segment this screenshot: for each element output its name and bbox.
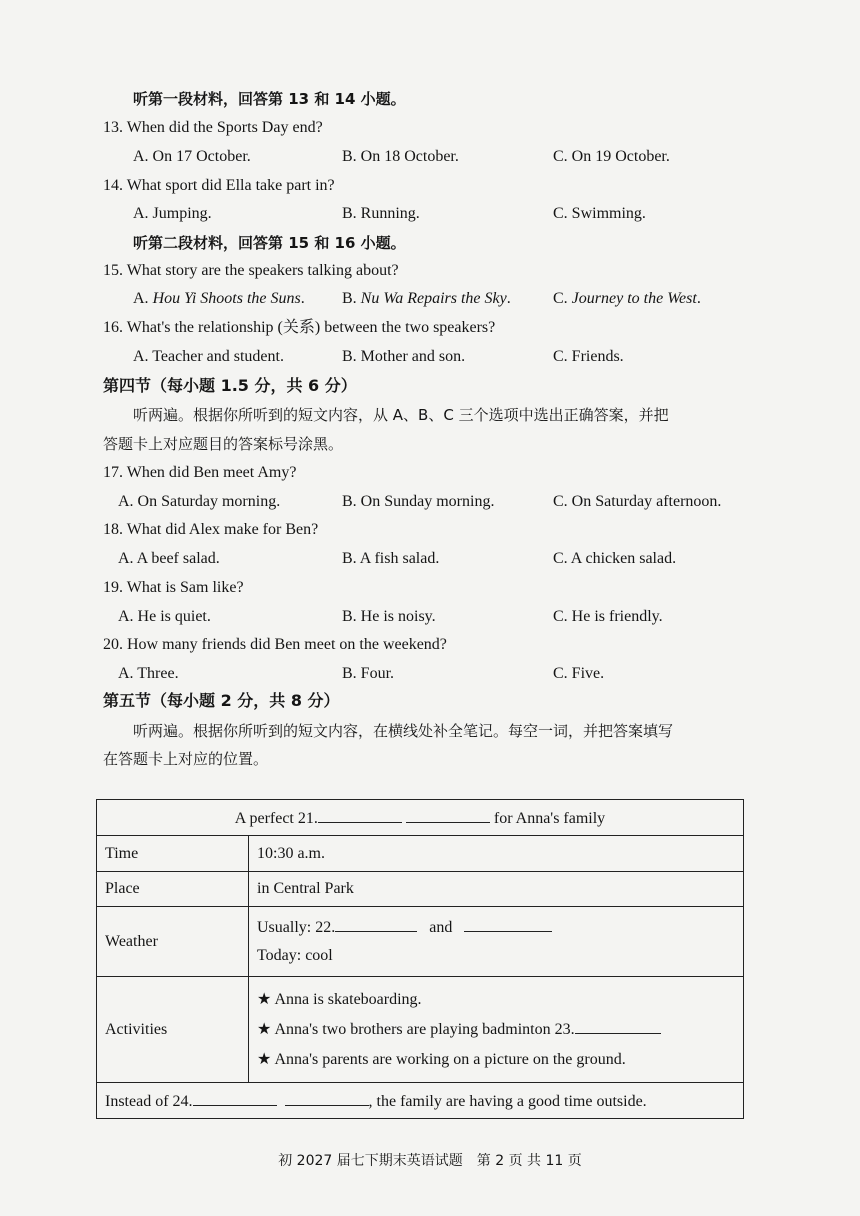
activity-2: ★ Anna's two brothers are playing badminton 23. bbox=[257, 1015, 735, 1045]
q16-option-a: A. Teacher and student. bbox=[133, 348, 284, 365]
q20-option-c: C. Five. bbox=[553, 665, 605, 682]
q19-option-b: B. He is noisy. bbox=[342, 608, 436, 625]
weather-value bbox=[249, 907, 744, 977]
activities-value bbox=[249, 977, 744, 1083]
activity-3: ★ Anna's parents are working on a picture on the ground. bbox=[257, 1050, 626, 1068]
q18-option-b: B. A fish salad. bbox=[342, 550, 440, 567]
section4-title: 第四节（每小题 1.5 分，共 6 分） bbox=[103, 376, 357, 395]
question-15: 15. What story are the speakers talking about? bbox=[103, 262, 399, 279]
summary-cell: Instead of 24. , the family are having a good time outside. bbox=[97, 1083, 744, 1119]
question-13: 13. When did the Sports Day end? bbox=[103, 119, 323, 136]
blank-21a bbox=[318, 808, 402, 823]
blank-22a bbox=[335, 917, 417, 932]
blank-24a bbox=[193, 1091, 277, 1106]
q15-option-a: A. Hou Yi Shoots the Suns. bbox=[133, 290, 305, 307]
q17-option-b: B. On Sunday morning. bbox=[342, 493, 495, 510]
place-label: Place bbox=[97, 872, 249, 907]
blank-21b bbox=[406, 808, 490, 823]
weather-today: Today: cool bbox=[257, 946, 333, 964]
activity-1: ★ Anna is skateboarding. bbox=[257, 990, 422, 1008]
q19-option-a: A. He is quiet. bbox=[118, 608, 211, 625]
q20-option-b: B. Four. bbox=[342, 665, 395, 682]
q14-option-c: C. Swimming. bbox=[553, 205, 646, 222]
part1-instruction: 听第一段材料，回答第 13 和 14 小题。 bbox=[133, 90, 406, 108]
blank-24b bbox=[285, 1091, 369, 1106]
q18-option-c: C. A chicken salad. bbox=[553, 550, 677, 567]
question-17: 17. When did Ben meet Amy? bbox=[103, 464, 297, 481]
section5-instruction-line2: 在答题卡上对应的位置。 bbox=[103, 750, 269, 768]
question-19: 19. What is Sam like? bbox=[103, 579, 244, 596]
place-row bbox=[97, 872, 744, 907]
notes-table-header bbox=[97, 800, 744, 836]
time-value: 10:30 a.m. bbox=[249, 836, 744, 872]
question-14: 14. What sport did Ella take part in? bbox=[103, 177, 335, 194]
q15-option-b: B. Nu Wa Repairs the Sky. bbox=[342, 290, 511, 307]
header-suffix: for Anna's family bbox=[489, 809, 606, 827]
place-value: in Central Park bbox=[249, 872, 744, 907]
q15-option-c: C. Journey to the West. bbox=[553, 290, 701, 307]
q16-option-b: B. Mother and son. bbox=[342, 348, 466, 365]
blank-22b bbox=[464, 917, 552, 932]
activities-row bbox=[97, 977, 744, 1083]
notes-table-header-row bbox=[97, 800, 744, 836]
section5-instruction-line1: 听两遍。根据你所听到的短文内容，在横线处补全笔记。每空一词，并把答案填写 bbox=[133, 722, 674, 740]
section5-title: 第五节（每小题 2 分，共 8 分） bbox=[103, 691, 340, 710]
question-18: 18. What did Alex make for Ben? bbox=[103, 521, 319, 538]
weather-row bbox=[97, 907, 744, 977]
q18-option-a: A. A beef salad. bbox=[118, 550, 220, 567]
time-row bbox=[97, 836, 744, 872]
q14-option-b: B. Running. bbox=[342, 205, 420, 222]
notes-table bbox=[96, 799, 744, 1119]
activities-label: Activities bbox=[97, 977, 249, 1083]
q17-option-c: C. On Saturday afternoon. bbox=[553, 493, 722, 510]
q20-option-a: A. Three. bbox=[118, 665, 179, 682]
q16-option-c: C. Friends. bbox=[553, 348, 624, 365]
q13-option-a: A. On 17 October. bbox=[133, 148, 251, 165]
section4-instruction-line2: 答题卡上对应题目的答案标号涂黑。 bbox=[103, 435, 344, 453]
weather-usually: Usually: 22. and bbox=[257, 914, 735, 942]
section4-instruction-line1: 听两遍。根据你所听到的短文内容，从 A、B、C 三个选项中选出正确答案，并把 bbox=[133, 406, 669, 424]
summary-row bbox=[97, 1083, 744, 1119]
q13-option-c: C. On 19 October. bbox=[553, 148, 670, 165]
q14-option-a: A. Jumping. bbox=[133, 205, 212, 222]
question-20: 20. How many friends did Ben meet on the weekend? bbox=[103, 636, 447, 653]
time-label: Time bbox=[97, 836, 249, 872]
page-footer: 初 2027 届七下期末英语试题 第 2 页 共 11 页 bbox=[278, 1153, 582, 1169]
weather-label: Weather bbox=[97, 907, 249, 977]
q19-option-c: C. He is friendly. bbox=[553, 608, 663, 625]
q13-option-b: B. On 18 October. bbox=[342, 148, 459, 165]
question-16: 16. What's the relationship (关系) between the two speakers? bbox=[103, 319, 496, 336]
blank-23 bbox=[575, 1019, 661, 1034]
part2-instruction: 听第二段材料，回答第 15 和 16 小题。 bbox=[133, 234, 406, 252]
header-prefix: A perfect 21. bbox=[234, 809, 318, 827]
q17-option-a: A. On Saturday morning. bbox=[118, 493, 281, 510]
